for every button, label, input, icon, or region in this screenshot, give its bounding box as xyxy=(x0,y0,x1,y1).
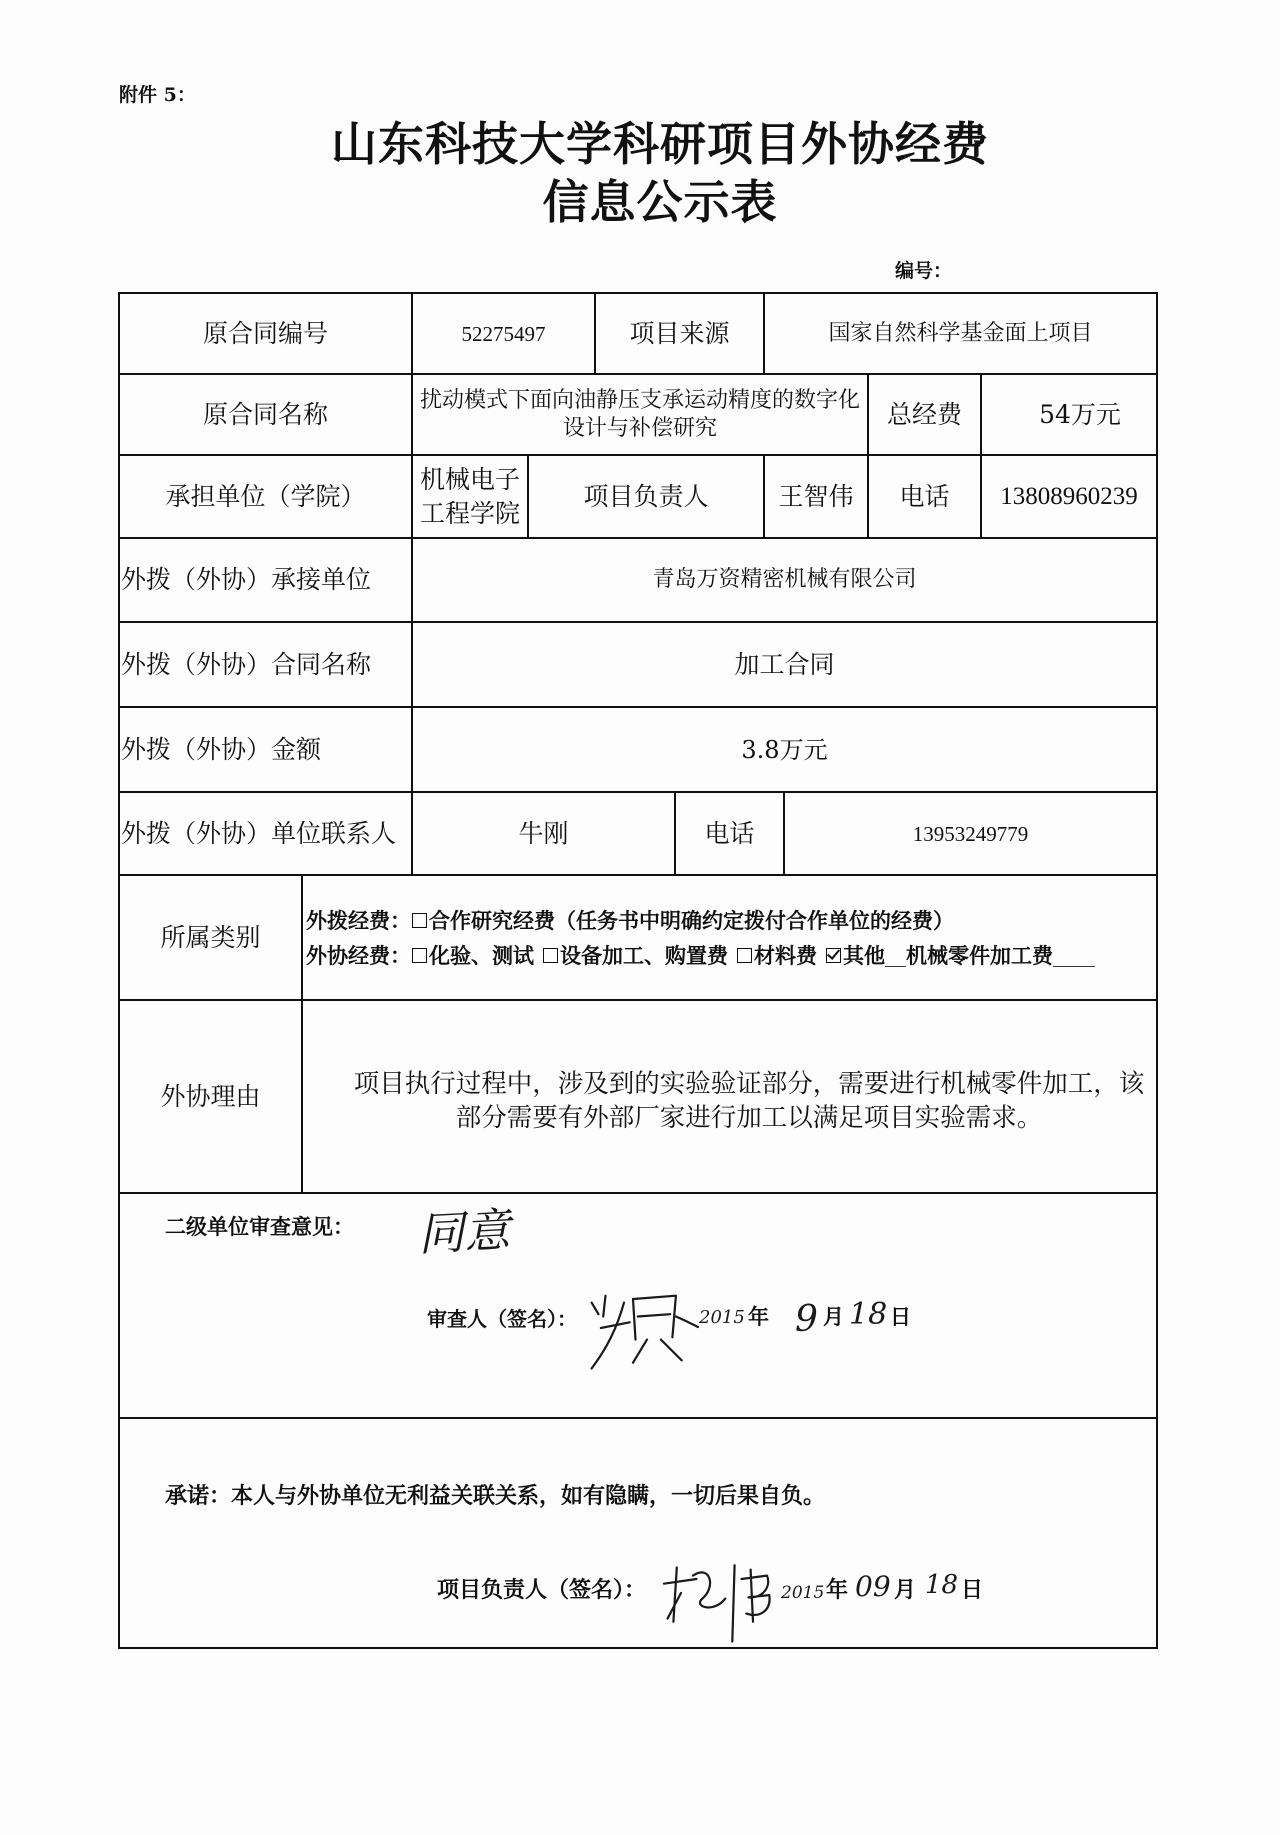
table-row-outsource-contract xyxy=(120,623,1156,708)
outsource-amount-label: 外拨（外协）金额 xyxy=(120,708,413,791)
checkbox-icon xyxy=(737,948,752,963)
handwritten-opinion: 同意 xyxy=(416,1202,512,1262)
undertaking-unit-label: 承担单位（学院） xyxy=(120,456,413,537)
table-row-contract-name xyxy=(120,375,1156,456)
pledge-date-year: 2015 xyxy=(781,1583,825,1603)
original-contract-name-cell xyxy=(413,375,869,454)
checkbox-option-label: 合作研究经费（任务书中明确约定拨付合作单位的经费） xyxy=(429,907,954,933)
undertaking-unit-value: 机械电子工程学院 xyxy=(419,464,520,528)
table-row-category xyxy=(120,876,1156,1001)
checkbox-option-label: 化验、测试 xyxy=(429,942,534,968)
checkbox-option-equipment xyxy=(542,938,728,973)
review-date-day-unit: 日 xyxy=(890,1304,911,1329)
outsource-company-label: 外拨（外协）承接单位 xyxy=(120,539,413,621)
outsourcing-line xyxy=(306,938,1103,973)
outsource-contract-name-value: 加工合同 xyxy=(734,649,835,679)
outsource-contact-value: 牛刚 xyxy=(413,793,676,874)
attachment-label: 附件 5： xyxy=(119,84,196,106)
checkbox-icon xyxy=(412,913,427,928)
leader-signature xyxy=(661,1559,775,1647)
review-date-month-unit: 月 xyxy=(823,1304,844,1329)
pledge-date-day: 18 xyxy=(925,1570,959,1600)
review-date-month: 9 xyxy=(795,1299,818,1340)
reason-label: 外协理由 xyxy=(120,1001,303,1192)
table-row-reason xyxy=(120,1001,1156,1194)
table-row-contract-number xyxy=(120,294,1156,375)
project-source-value: 国家自然科学基金面上项目 xyxy=(828,320,1093,346)
reason-text: 项目执行过程中，涉及到的实验验证部分，需要进行机械零件加工，该部分需要有外部厂家进行加工以满足项目实验需求。 xyxy=(353,1068,1145,1133)
review-date-year-unit: 年 xyxy=(748,1304,769,1329)
disclosure-table xyxy=(118,292,1158,1649)
checkbox-option-cooperative-research xyxy=(411,903,954,938)
leader-phone-label: 电话 xyxy=(869,456,982,537)
checkbox-icon xyxy=(412,948,427,963)
table-row-undertaker xyxy=(120,456,1156,539)
leader-phone-value: 13808960239 xyxy=(1000,482,1138,510)
review-cell xyxy=(120,1194,1156,1417)
pledge-cell xyxy=(120,1419,1156,1646)
original-contract-number-value: 52275497 xyxy=(413,294,596,373)
form-title-line-2: 信息公示表 xyxy=(542,175,778,229)
pledge-date-month-unit: 月 xyxy=(894,1577,917,1603)
reason-cell xyxy=(303,1001,1156,1192)
checkbox-icon xyxy=(543,948,558,963)
outsourcing-label: 外协经费： xyxy=(306,942,411,968)
outsource-phone-label: 电话 xyxy=(676,793,785,874)
checkbox-option-testing xyxy=(411,938,534,973)
table-row-outsource-company xyxy=(120,539,1156,623)
outsource-contact-label: 外拨（外协）单位联系人 xyxy=(120,793,413,874)
review-opinion-label: 二级单位审查意见： xyxy=(165,1214,354,1239)
category-options xyxy=(303,876,1156,999)
external-allocation-label: 外拨经费： xyxy=(306,907,411,933)
checkbox-option-other xyxy=(825,938,1095,973)
table-row-outsource-contact xyxy=(120,793,1156,876)
project-source-label: 项目来源 xyxy=(596,294,765,373)
pledge-date-day-unit: 日 xyxy=(961,1577,984,1603)
total-funding-value: 54万元 xyxy=(1039,399,1121,429)
pledge-date-month: 09 xyxy=(855,1570,891,1603)
external-allocation-line xyxy=(306,903,962,938)
original-contract-number-label: 原合同编号 xyxy=(120,294,413,373)
project-leader-value: 王智伟 xyxy=(765,456,869,537)
checkbox-option-label: 设备加工、购置费 xyxy=(560,942,728,968)
table-row-review xyxy=(120,1194,1156,1419)
checkbox-option-materials xyxy=(736,938,817,973)
project-leader-label: 项目负责人 xyxy=(529,456,765,537)
review-date-day: 18 xyxy=(849,1297,888,1332)
checked-checkbox-icon xyxy=(826,948,841,963)
original-contract-name-value: 扰动模式下面向油静压支承运动精度的数字化设计与补偿研究 xyxy=(419,387,860,441)
outsource-amount-value: 3.8万元 xyxy=(741,735,828,764)
pledge-text: 承诺：本人与外协单位无利益关联关系，如有隐瞒，一切后果自负。 xyxy=(165,1483,826,1509)
serial-number-label: 编号： xyxy=(895,260,953,282)
total-funding-label: 总经费 xyxy=(869,375,982,454)
table-row-outsource-amount xyxy=(120,708,1156,793)
leader-signature-label: 项目负责人（签名）： xyxy=(437,1577,647,1603)
category-label: 所属类别 xyxy=(120,876,303,999)
checkbox-option-label: 其他 xyxy=(843,942,885,968)
table-row-pledge xyxy=(120,1419,1156,1646)
outsource-company-value: 青岛万资精密机械有限公司 xyxy=(652,567,917,592)
outsource-phone-value: 13953249779 xyxy=(912,821,1029,846)
outsource-contract-name-label: 外拨（外协）合同名称 xyxy=(120,623,413,706)
other-fill-value: 机械零件加工费 xyxy=(906,942,1053,968)
reviewer-signature-label: 审查人（签名）： xyxy=(427,1307,577,1331)
reviewer-signature xyxy=(587,1283,700,1378)
fill-blank-after: ____ xyxy=(1053,942,1095,967)
fill-blank-before: __ xyxy=(885,942,906,967)
undertaking-unit-cell xyxy=(413,456,529,537)
form-title-line-1: 山东科技大学科研项目外协经费 xyxy=(331,117,989,171)
review-date-year: 2015 xyxy=(699,1307,745,1328)
pledge-date-year-unit: 年 xyxy=(826,1577,849,1603)
original-contract-name-label: 原合同名称 xyxy=(120,375,413,454)
checkbox-option-label: 材料费 xyxy=(754,942,817,968)
